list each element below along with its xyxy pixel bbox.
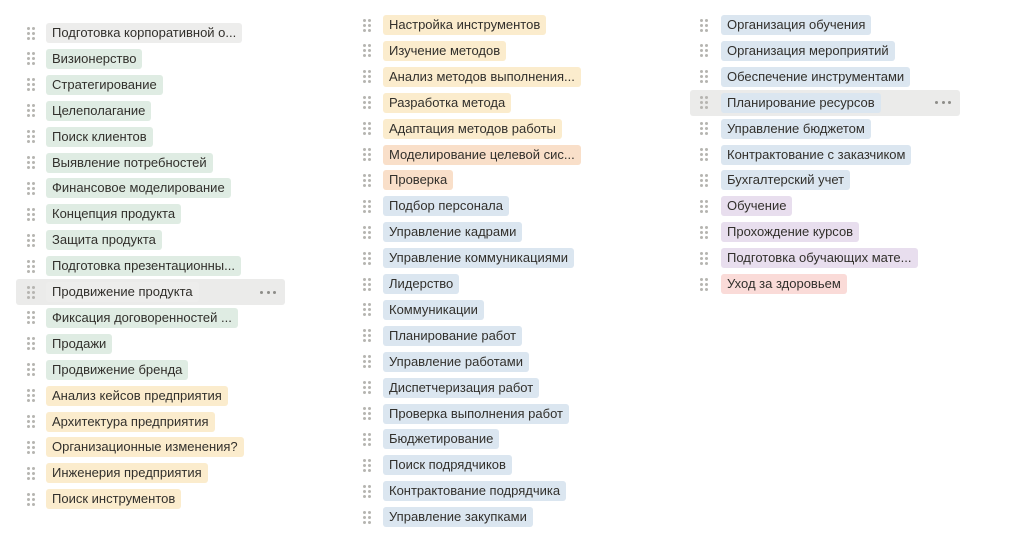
drag-handle-icon[interactable] xyxy=(27,156,37,170)
option-tag[interactable]: Управление кадрами xyxy=(383,222,522,242)
drag-handle-icon[interactable] xyxy=(363,510,373,524)
option-tag[interactable]: Адаптация методов работы xyxy=(383,119,562,139)
option-tag[interactable]: Лидерство xyxy=(383,274,459,294)
drag-handle-icon[interactable] xyxy=(700,148,710,162)
option-tag[interactable]: Коммуникации xyxy=(383,300,484,320)
list-item[interactable] xyxy=(352,167,622,193)
option-tag[interactable]: Подбор персонала xyxy=(383,196,509,216)
list-item[interactable] xyxy=(16,98,285,124)
drag-handle-icon[interactable] xyxy=(27,52,37,66)
option-tag[interactable]: Защита продукта xyxy=(46,230,162,250)
list-item[interactable] xyxy=(352,90,622,116)
list-item[interactable] xyxy=(352,219,622,245)
option-tag[interactable]: Организация мероприятий xyxy=(721,41,895,61)
list-item[interactable] xyxy=(16,124,285,150)
list-item[interactable] xyxy=(16,279,285,305)
drag-handle-icon[interactable] xyxy=(27,492,37,506)
drag-handle-icon[interactable] xyxy=(27,78,37,92)
option-tag[interactable]: Выявление потребностей xyxy=(46,153,213,173)
drag-handle-icon[interactable] xyxy=(700,199,710,213)
option-tag[interactable]: Продажи xyxy=(46,334,112,354)
more-options-icon[interactable] xyxy=(935,100,951,106)
drag-handle-icon[interactable] xyxy=(363,199,373,213)
drag-handle-icon[interactable] xyxy=(27,207,37,221)
drag-handle-icon[interactable] xyxy=(27,233,37,247)
list-item[interactable] xyxy=(16,460,285,486)
option-tag[interactable]: Обучение xyxy=(721,196,792,216)
drag-handle-icon[interactable] xyxy=(363,303,373,317)
list-item[interactable] xyxy=(352,478,622,504)
more-options-icon[interactable] xyxy=(260,289,276,295)
list-item[interactable] xyxy=(352,426,622,452)
drag-handle-icon[interactable] xyxy=(363,251,373,265)
list-item[interactable] xyxy=(16,383,285,409)
drag-handle-icon[interactable] xyxy=(363,44,373,58)
list-item[interactable] xyxy=(16,175,285,201)
list-item[interactable] xyxy=(690,38,960,64)
list-item[interactable] xyxy=(690,167,960,193)
list-item[interactable] xyxy=(352,504,622,530)
drag-handle-icon[interactable] xyxy=(700,18,710,32)
drag-handle-icon[interactable] xyxy=(363,381,373,395)
list-item[interactable] xyxy=(16,253,285,279)
option-tag[interactable]: Продвижение бренда xyxy=(46,360,188,380)
option-tag[interactable]: Организация обучения xyxy=(721,15,871,35)
option-tag[interactable]: Анализ кейсов предприятия xyxy=(46,386,228,406)
list-item[interactable] xyxy=(352,193,622,219)
list-item[interactable] xyxy=(16,409,285,435)
option-tag[interactable]: Подготовка презентационны... xyxy=(46,256,241,276)
option-tag[interactable]: Подготовка обучающих мате... xyxy=(721,248,918,268)
option-tag[interactable]: Стратегирование xyxy=(46,75,163,95)
drag-handle-icon[interactable] xyxy=(27,259,37,273)
drag-handle-icon[interactable] xyxy=(700,70,710,84)
option-tag[interactable]: Инженерия предприятия xyxy=(46,463,208,483)
option-tag[interactable]: Обеспечение инструментами xyxy=(721,67,910,87)
drag-handle-icon[interactable] xyxy=(363,432,373,446)
drag-handle-icon[interactable] xyxy=(363,458,373,472)
option-tag[interactable]: Управление работами xyxy=(383,352,529,372)
list-item[interactable] xyxy=(352,64,622,90)
option-tag[interactable]: Архитектура предприятия xyxy=(46,412,215,432)
drag-handle-icon[interactable] xyxy=(363,484,373,498)
option-tag[interactable]: Контрактование подрядчика xyxy=(383,481,566,501)
drag-handle-icon[interactable] xyxy=(700,173,710,187)
option-tag[interactable]: Проверка xyxy=(383,170,453,190)
drag-handle-icon[interactable] xyxy=(700,44,710,58)
list-item[interactable] xyxy=(352,271,622,297)
option-tag[interactable]: Диспетчеризация работ xyxy=(383,378,539,398)
list-item[interactable] xyxy=(16,46,285,72)
option-tag[interactable]: Бюджетирование xyxy=(383,429,499,449)
option-tag[interactable]: Финансовое моделирование xyxy=(46,178,231,198)
drag-handle-icon[interactable] xyxy=(363,173,373,187)
option-tag[interactable]: Прохождение курсов xyxy=(721,222,859,242)
drag-handle-icon[interactable] xyxy=(27,130,37,144)
list-item[interactable] xyxy=(690,271,960,297)
list-item[interactable] xyxy=(690,193,960,219)
drag-handle-icon[interactable] xyxy=(700,225,710,239)
option-tag[interactable]: Настройка инструментов xyxy=(383,15,546,35)
list-item[interactable] xyxy=(352,12,622,38)
option-tag[interactable]: Поиск подрядчиков xyxy=(383,455,512,475)
drag-handle-icon[interactable] xyxy=(700,96,710,110)
option-tag[interactable]: Организационные изменения? xyxy=(46,437,244,457)
drag-handle-icon[interactable] xyxy=(700,277,710,291)
list-item[interactable] xyxy=(352,297,622,323)
list-item[interactable] xyxy=(690,142,960,168)
list-item[interactable] xyxy=(16,486,285,512)
drag-handle-icon[interactable] xyxy=(363,329,373,343)
option-tag[interactable]: Продвижение продукта xyxy=(46,282,199,302)
list-item[interactable] xyxy=(352,116,622,142)
list-item[interactable] xyxy=(352,38,622,64)
option-tag[interactable]: Планирование ресурсов xyxy=(721,93,881,113)
drag-handle-icon[interactable] xyxy=(363,277,373,291)
list-item[interactable] xyxy=(16,72,285,98)
list-item[interactable] xyxy=(352,401,622,427)
drag-handle-icon[interactable] xyxy=(27,26,37,40)
option-tag[interactable]: Подготовка корпоративной о... xyxy=(46,23,242,43)
list-item[interactable] xyxy=(352,375,622,401)
list-item[interactable] xyxy=(352,349,622,375)
list-item[interactable] xyxy=(16,227,285,253)
drag-handle-icon[interactable] xyxy=(700,251,710,265)
list-item[interactable] xyxy=(16,357,285,383)
drag-handle-icon[interactable] xyxy=(27,440,37,454)
option-tag[interactable]: Проверка выполнения работ xyxy=(383,404,569,424)
option-tag[interactable]: Разработка метода xyxy=(383,93,511,113)
list-item[interactable] xyxy=(352,245,622,271)
list-item[interactable] xyxy=(690,90,960,116)
drag-handle-icon[interactable] xyxy=(363,355,373,369)
option-tag[interactable]: Фиксация договоренностей ... xyxy=(46,308,238,328)
drag-handle-icon[interactable] xyxy=(700,122,710,136)
drag-handle-icon[interactable] xyxy=(27,181,37,195)
list-item[interactable] xyxy=(690,245,960,271)
drag-handle-icon[interactable] xyxy=(363,148,373,162)
list-item[interactable] xyxy=(352,323,622,349)
drag-handle-icon[interactable] xyxy=(363,96,373,110)
drag-handle-icon[interactable] xyxy=(363,407,373,421)
drag-handle-icon[interactable] xyxy=(363,225,373,239)
option-tag[interactable]: Управление закупками xyxy=(383,507,533,527)
drag-handle-icon[interactable] xyxy=(27,104,37,118)
list-item[interactable] xyxy=(690,12,960,38)
option-tag[interactable]: Целеполагание xyxy=(46,101,151,121)
option-tag[interactable]: Поиск инструментов xyxy=(46,489,181,509)
option-tag[interactable]: Управление коммуникациями xyxy=(383,248,574,268)
list-item[interactable] xyxy=(690,116,960,142)
list-item[interactable] xyxy=(16,20,285,46)
list-item[interactable] xyxy=(352,452,622,478)
option-tag[interactable]: Изучение методов xyxy=(383,41,506,61)
option-tag[interactable]: Визионерство xyxy=(46,49,142,69)
drag-handle-icon[interactable] xyxy=(27,363,37,377)
drag-handle-icon[interactable] xyxy=(27,311,37,325)
option-tag[interactable]: Планирование работ xyxy=(383,326,522,346)
list-item[interactable] xyxy=(690,219,960,245)
drag-handle-icon[interactable] xyxy=(27,337,37,351)
list-item[interactable] xyxy=(690,64,960,90)
option-tag[interactable]: Анализ методов выполнения... xyxy=(383,67,581,87)
drag-handle-icon[interactable] xyxy=(363,18,373,32)
option-tag[interactable]: Поиск клиентов xyxy=(46,127,153,147)
drag-handle-icon[interactable] xyxy=(27,389,37,403)
drag-handle-icon[interactable] xyxy=(363,122,373,136)
list-item[interactable] xyxy=(16,305,285,331)
list-item[interactable] xyxy=(16,150,285,176)
option-tag[interactable]: Бухгалтерский учет xyxy=(721,170,850,190)
drag-handle-icon[interactable] xyxy=(27,466,37,480)
list-item[interactable] xyxy=(16,331,285,357)
option-tag[interactable]: Контрактование с заказчиком xyxy=(721,145,911,165)
list-item[interactable] xyxy=(352,142,622,168)
list-item[interactable] xyxy=(16,434,285,460)
drag-handle-icon[interactable] xyxy=(27,415,37,429)
option-tag[interactable]: Концепция продукта xyxy=(46,204,181,224)
option-tag[interactable]: Моделирование целевой сис... xyxy=(383,145,581,165)
list-item[interactable] xyxy=(16,201,285,227)
option-tag[interactable]: Управление бюджетом xyxy=(721,119,871,139)
drag-handle-icon[interactable] xyxy=(363,70,373,84)
option-tag[interactable]: Уход за здоровьем xyxy=(721,274,847,294)
drag-handle-icon[interactable] xyxy=(27,285,37,299)
